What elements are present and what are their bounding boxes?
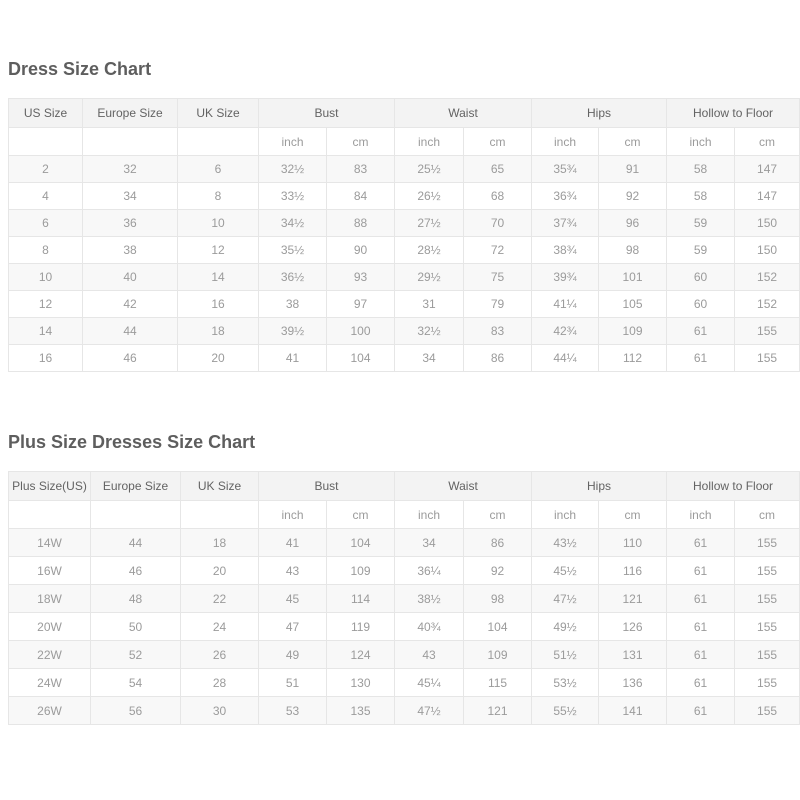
measurement-cell: 150 [735,210,800,237]
unit-label-cell: cm [735,501,800,529]
size-row [9,183,800,210]
measurement-cell: 79 [464,291,532,318]
measurement-cell: 8 [178,183,259,210]
measurement-cell: 38¾ [532,237,599,264]
measurement-cell: 155 [735,585,800,613]
measurement-cell: 45 [259,585,327,613]
measurement-cell: 51 [259,669,327,697]
measurement-cell: 152 [735,264,800,291]
measurement-cell: 44¼ [532,345,599,372]
size-row [9,557,800,585]
measurement-cell: 104 [327,529,395,557]
measurement-cell: 20 [181,557,259,585]
measurement-cell: 98 [599,237,667,264]
measurement-cell: 109 [599,318,667,345]
measurement-cell: 51½ [532,641,599,669]
measurement-cell: 41¼ [532,291,599,318]
measurement-cell: 41 [259,529,327,557]
empty-unit-cell [9,128,83,156]
measurement-cell: 155 [735,557,800,585]
size-cell: 14W [9,529,91,557]
measurement-cell: 104 [464,613,532,641]
measurement-cell: 105 [599,291,667,318]
unit-label-cell: inch [667,128,735,156]
unit-label-cell: cm [599,501,667,529]
measurement-cell: 32 [83,156,178,183]
size-cell: 6 [9,210,83,237]
measurement-cell: 131 [599,641,667,669]
measurement-cell: 98 [464,585,532,613]
measurement-cell: 38 [83,237,178,264]
measurement-cell: 155 [735,529,800,557]
size-row [9,210,800,237]
measurement-cell: 110 [599,529,667,557]
plus-size-chart-title: Plus Size Dresses Size Chart [8,432,256,452]
measurement-cell: 36 [83,210,178,237]
measurement-cell: 45½ [532,557,599,585]
measurement-cell: 155 [735,669,800,697]
measurement-cell: 91 [599,156,667,183]
measurement-cell: 61 [667,697,735,725]
measurement-cell: 112 [599,345,667,372]
measurement-cell: 24 [181,613,259,641]
measurement-group-header: Hollow to Floor [667,472,800,501]
measurement-group-header: Hips [532,99,667,128]
measurement-cell: 96 [599,210,667,237]
unit-label-cell: inch [395,128,464,156]
measurement-cell: 104 [327,345,395,372]
measurement-cell: 33½ [259,183,327,210]
measurement-cell: 61 [667,641,735,669]
measurement-cell: 58 [667,183,735,210]
measurement-cell: 115 [464,669,532,697]
measurement-cell: 155 [735,641,800,669]
measurement-cell: 14 [178,264,259,291]
measurement-cell: 30 [181,697,259,725]
measurement-cell: 124 [327,641,395,669]
measurement-cell: 60 [667,264,735,291]
unit-label-cell: inch [532,501,599,529]
measurement-cell: 50 [91,613,181,641]
measurement-cell: 109 [327,557,395,585]
size-row [9,697,800,725]
measurement-cell: 54 [91,669,181,697]
empty-unit-cell [181,501,259,529]
measurement-cell: 36¼ [395,557,464,585]
measurement-cell: 47½ [395,697,464,725]
header-row [9,472,800,501]
measurement-cell: 44 [91,529,181,557]
size-cell: 18W [9,585,91,613]
measurement-cell: 40 [83,264,178,291]
measurement-cell: 121 [464,697,532,725]
measurement-cell: 52 [91,641,181,669]
measurement-cell: 75 [464,264,532,291]
size-row [9,613,800,641]
column-header: Europe Size [83,99,178,128]
measurement-cell: 43 [259,557,327,585]
dress-size-chart-title: Dress Size Chart [8,59,152,79]
size-cell: 16W [9,557,91,585]
measurement-cell: 61 [667,529,735,557]
measurement-cell: 83 [327,156,395,183]
size-row [9,641,800,669]
measurement-cell: 53 [259,697,327,725]
measurement-cell: 61 [667,669,735,697]
measurement-cell: 29½ [395,264,464,291]
plus-size-chart-section [8,372,800,725]
column-header: UK Size [181,472,259,501]
measurement-cell: 72 [464,237,532,264]
measurement-cell: 126 [599,613,667,641]
measurement-cell: 49½ [532,613,599,641]
measurement-cell: 38½ [395,585,464,613]
measurement-cell: 55½ [532,697,599,725]
measurement-cell: 90 [327,237,395,264]
measurement-cell: 6 [178,156,259,183]
measurement-cell: 47½ [532,585,599,613]
measurement-cell: 61 [667,557,735,585]
measurement-cell: 10 [178,210,259,237]
measurement-cell: 16 [178,291,259,318]
measurement-cell: 35½ [259,237,327,264]
size-row [9,345,800,372]
size-row [9,291,800,318]
measurement-cell: 41 [259,345,327,372]
unit-label-cell: cm [327,501,395,529]
measurement-cell: 36¾ [532,183,599,210]
unit-label-cell: inch [259,501,327,529]
size-row [9,669,800,697]
size-row [9,529,800,557]
measurement-cell: 61 [667,345,735,372]
empty-unit-cell [83,128,178,156]
measurement-cell: 116 [599,557,667,585]
measurement-cell: 25½ [395,156,464,183]
measurement-cell: 48 [91,585,181,613]
measurement-cell: 114 [327,585,395,613]
measurement-cell: 61 [667,585,735,613]
measurement-cell: 37¾ [532,210,599,237]
measurement-group-header: Hollow to Floor [667,99,800,128]
column-header: UK Size [178,99,259,128]
measurement-cell: 101 [599,264,667,291]
measurement-cell: 70 [464,210,532,237]
measurement-cell: 155 [735,345,800,372]
measurement-cell: 27½ [395,210,464,237]
measurement-cell: 141 [599,697,667,725]
size-cell: 12 [9,291,83,318]
size-row [9,318,800,345]
measurement-cell: 88 [327,210,395,237]
measurement-cell: 65 [464,156,532,183]
measurement-cell: 86 [464,345,532,372]
empty-unit-cell [91,501,181,529]
measurement-group-header: Bust [259,472,395,501]
measurement-cell: 86 [464,529,532,557]
measurement-cell: 59 [667,237,735,264]
measurement-cell: 47 [259,613,327,641]
column-header: Europe Size [91,472,181,501]
measurement-cell: 147 [735,183,800,210]
measurement-group-header: Bust [259,99,395,128]
measurement-cell: 97 [327,291,395,318]
empty-unit-cell [9,501,91,529]
measurement-cell: 34 [395,529,464,557]
measurement-group-header: Hips [532,472,667,501]
unit-label-cell: inch [395,501,464,529]
unit-row [9,128,800,156]
measurement-cell: 155 [735,318,800,345]
measurement-cell: 44 [83,318,178,345]
measurement-cell: 22 [181,585,259,613]
measurement-cell: 20 [178,345,259,372]
size-cell: 26W [9,697,91,725]
size-cell: 20W [9,613,91,641]
unit-label-cell: cm [464,128,532,156]
measurement-cell: 83 [464,318,532,345]
size-row [9,264,800,291]
size-cell: 14 [9,318,83,345]
size-row [9,237,800,264]
size-row [9,585,800,613]
measurement-cell: 155 [735,613,800,641]
measurement-cell: 152 [735,291,800,318]
measurement-cell: 61 [667,318,735,345]
size-row [9,156,800,183]
unit-row [9,501,800,529]
measurement-cell: 68 [464,183,532,210]
measurement-cell: 56 [91,697,181,725]
measurement-cell: 109 [464,641,532,669]
measurement-cell: 100 [327,318,395,345]
size-cell: 10 [9,264,83,291]
measurement-cell: 155 [735,697,800,725]
size-cell: 24W [9,669,91,697]
measurement-cell: 39½ [259,318,327,345]
measurement-cell: 28 [181,669,259,697]
measurement-cell: 31 [395,291,464,318]
unit-label-cell: inch [667,501,735,529]
measurement-cell: 46 [91,557,181,585]
unit-label-cell: cm [735,128,800,156]
measurement-group-header: Waist [395,99,532,128]
measurement-cell: 38 [259,291,327,318]
measurement-cell: 42 [83,291,178,318]
measurement-cell: 26½ [395,183,464,210]
measurement-cell: 46 [83,345,178,372]
size-cell: 4 [9,183,83,210]
size-cell: 16 [9,345,83,372]
measurement-cell: 43½ [532,529,599,557]
measurement-cell: 58 [667,156,735,183]
measurement-cell: 36½ [259,264,327,291]
unit-label-cell: inch [532,128,599,156]
measurement-cell: 84 [327,183,395,210]
measurement-cell: 119 [327,613,395,641]
measurement-group-header: Waist [395,472,532,501]
measurement-cell: 18 [181,529,259,557]
measurement-cell: 135 [327,697,395,725]
measurement-cell: 60 [667,291,735,318]
measurement-cell: 49 [259,641,327,669]
unit-label-cell: cm [327,128,395,156]
measurement-cell: 150 [735,237,800,264]
measurement-cell: 40¾ [395,613,464,641]
measurement-cell: 43 [395,641,464,669]
empty-unit-cell [178,128,259,156]
measurement-cell: 35¾ [532,156,599,183]
size-cell: 8 [9,237,83,264]
measurement-cell: 121 [599,585,667,613]
measurement-cell: 18 [178,318,259,345]
size-cell: 2 [9,156,83,183]
measurement-cell: 130 [327,669,395,697]
measurement-cell: 32½ [259,156,327,183]
measurement-cell: 12 [178,237,259,264]
unit-label-cell: inch [259,128,327,156]
unit-label-cell: cm [599,128,667,156]
measurement-cell: 28½ [395,237,464,264]
measurement-cell: 61 [667,613,735,641]
measurement-cell: 136 [599,669,667,697]
measurement-cell: 92 [599,183,667,210]
measurement-cell: 53½ [532,669,599,697]
measurement-cell: 34 [83,183,178,210]
measurement-cell: 93 [327,264,395,291]
measurement-cell: 26 [181,641,259,669]
measurement-cell: 147 [735,156,800,183]
dress-size-table [8,98,800,372]
size-cell: 22W [9,641,91,669]
header-row [9,99,800,128]
measurement-cell: 59 [667,210,735,237]
measurement-cell: 34 [395,345,464,372]
measurement-cell: 45¼ [395,669,464,697]
unit-label-cell: cm [464,501,532,529]
column-header: US Size [9,99,83,128]
measurement-cell: 92 [464,557,532,585]
measurement-cell: 42¾ [532,318,599,345]
measurement-cell: 39¾ [532,264,599,291]
column-header: Plus Size(US) [9,472,91,501]
measurement-cell: 34½ [259,210,327,237]
dress-size-chart-section [8,0,800,372]
measurement-cell: 32½ [395,318,464,345]
plus-size-table [8,471,800,725]
